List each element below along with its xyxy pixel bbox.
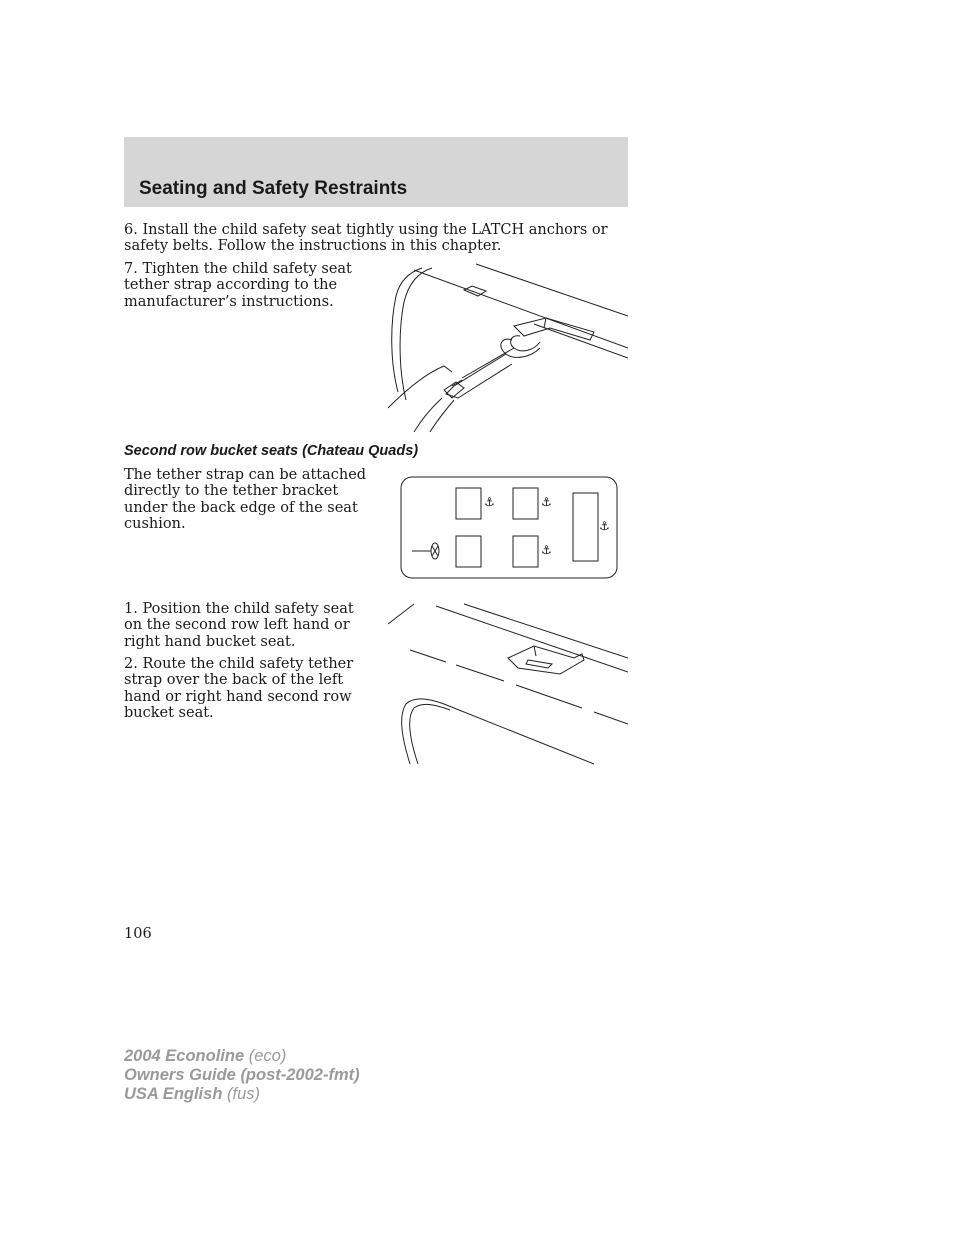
anchor-icon: ⚓: [599, 519, 610, 533]
anchor-icon: ⚓: [484, 495, 495, 509]
tether-intro-text: The tether strap can be attached directly to the tether bracket under the back edge of the seat cushion.: [124, 467, 367, 532]
tether-bracket-illustration: [384, 598, 628, 768]
footer-model-code: (eco): [244, 1047, 287, 1065]
footer-model: 2004 Econoline: [124, 1047, 245, 1065]
subsection-heading: Second row bucket seats (Chateau Quads): [124, 443, 419, 459]
page-title: Seating and Safety Restraints: [139, 178, 408, 199]
page-number: 106: [124, 926, 152, 942]
tether-strap-illustration: [384, 262, 628, 432]
step-7-text: 7. Tighten the child safety seat tether strap according to the manufacturer’s instructions.: [124, 261, 352, 310]
footer-language-code: (fus): [222, 1085, 260, 1103]
footer-line-1: [124, 1047, 360, 1066]
footer-line-3: [124, 1085, 360, 1104]
step-1-text: 1. Position the child safety seat on the second row left hand or right hand bucket seat.: [124, 601, 354, 650]
footer: [124, 1047, 360, 1104]
step-2-text: 2. Route the child safety tether strap over the back of the left hand or right hand second row bucket seat.: [124, 656, 354, 721]
anchor-icon: ⚓: [541, 495, 552, 509]
anchor-icon: ⚓: [541, 543, 552, 557]
step-6-text: 6. Install the child safety seat tightly using the LATCH anchors or safety belts. Follow the instructions in this chapter.: [124, 222, 608, 255]
seat-layout-diagram: [398, 474, 620, 582]
footer-guide: Owners Guide (post-2002-fmt): [124, 1066, 360, 1084]
footer-language: USA English: [124, 1085, 223, 1103]
footer-line-2: [124, 1066, 360, 1085]
